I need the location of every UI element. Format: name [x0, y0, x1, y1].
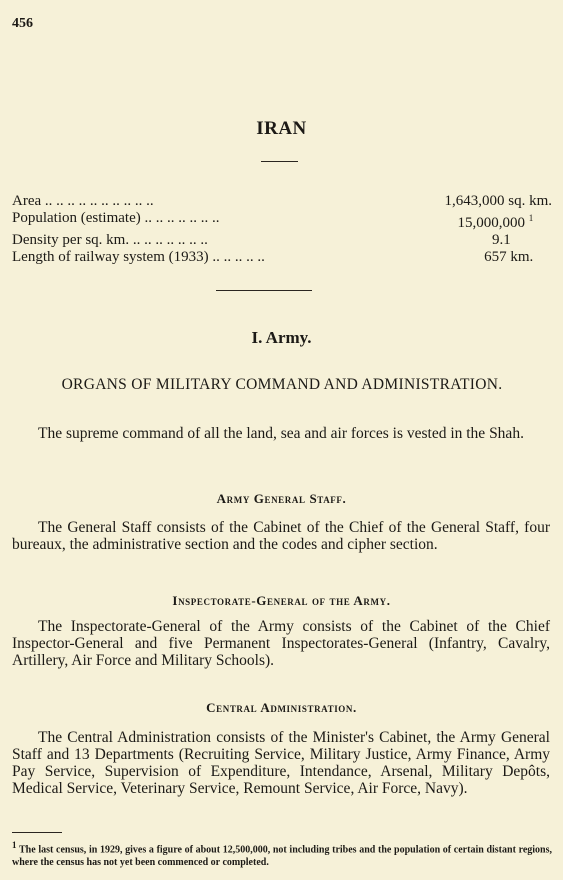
stat-value: 15,000,000 $^1$: [457, 213, 534, 231]
page-number: 456: [12, 16, 33, 31]
stat-row-population: [12, 210, 552, 232]
footnote: [12, 839, 552, 869]
section-title: I. Army.: [251, 328, 312, 347]
footnote-marker: 1: [528, 213, 534, 223]
page-title: IRAN: [256, 118, 307, 139]
stat-row-density: [12, 232, 552, 249]
footnote-text: The last census, in 1929, gives a figure of about 12,500,000, not including tribes and the population of certain distant regions, where the census has not yet been commenced or completed.: [12, 844, 553, 869]
main-heading: ORGANS OF MILITARY COMMAND AND ADMINISTRATION.: [61, 376, 503, 393]
stat-label: Area .. .. .. .. .. .. .. .. .. ..: [12, 193, 154, 209]
stat-value: 1,643,000 sq. km.: [444, 193, 552, 209]
subheading-central-administration: Central Administration.: [206, 700, 357, 715]
footnote-rule: [12, 832, 62, 833]
stat-label: Population (estimate) .. .. .. .. .. .. ..: [12, 210, 220, 226]
paragraph-general-staff: The General Staff consists of the Cabinet of the Chief of the General Staff, four bureaux, the administrative section and the codes and cipher section.: [12, 519, 550, 553]
intro-paragraph: The supreme command of all the land, sea and air forces is vested in the Shah.: [38, 425, 524, 442]
stat-value: 9.1: [492, 232, 511, 248]
title-rule: [261, 161, 298, 162]
statistics-table: [12, 193, 552, 266]
subheading-general-staff: Army General Staff.: [216, 491, 347, 506]
section-divider: [216, 290, 312, 291]
paragraph-central-administration: The Central Administration consists of the Minister's Cabinet, the Army General Staff and 13 Departments (Recruiting Service, Military Justice, Army Finance, Army Pay Service, Supervision of Expenditure, Intendance, Arsenal, Military Depôts, Medical Service, Veterinary Service, Remount Service, Air Force, Navy).: [12, 729, 550, 797]
stat-label: Density per sq. km. .. .. .. .. .. .. ..: [12, 232, 208, 248]
footnote-marker: 1: [12, 840, 17, 850]
subheading-inspectorate: Inspectorate-General of the Army.: [172, 593, 391, 608]
stat-row-area: [12, 193, 552, 210]
stat-value: 657 km.: [484, 249, 534, 265]
stat-label: Length of railway system (1933) .. .. .. .. ..: [12, 249, 265, 265]
paragraph-inspectorate: The Inspectorate-General of the Army consists of the Cabinet of the Chief Inspector-General and five Permanent Inspectorates-General (Infantry, Cavalry, Artillery, Air Force and Military Schools).: [12, 618, 550, 669]
stat-row-railway: [12, 249, 552, 266]
